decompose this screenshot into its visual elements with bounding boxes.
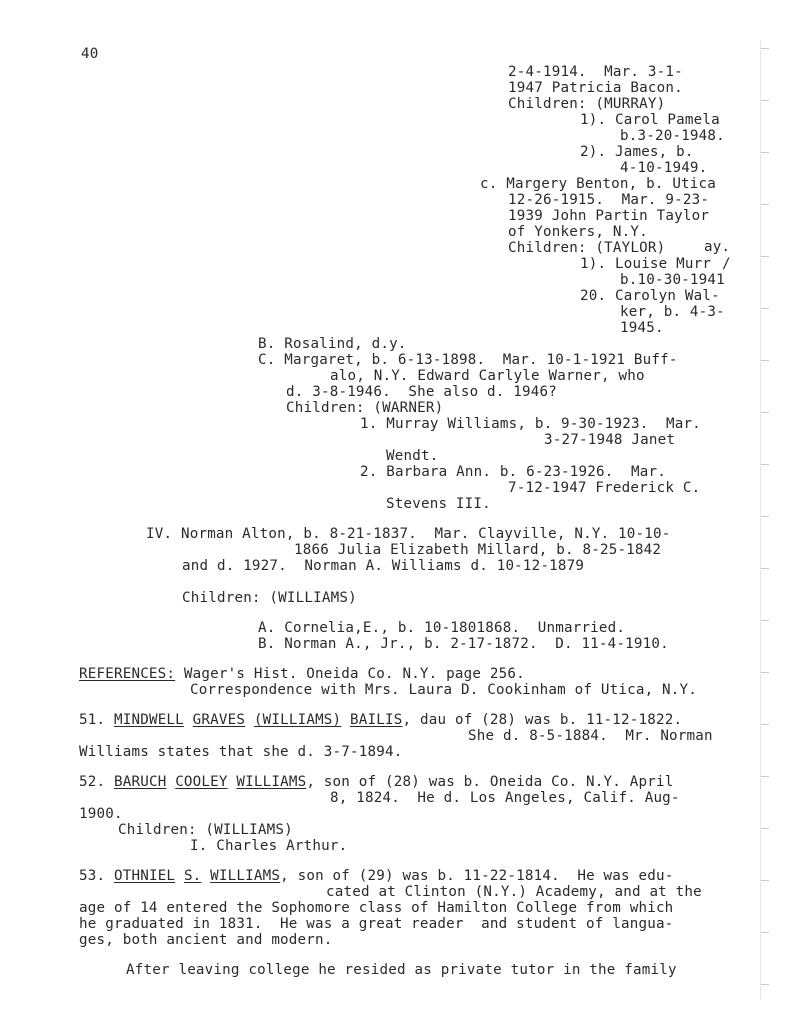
edge-tick: [761, 828, 769, 829]
entry-name-part: COOLEY: [175, 774, 228, 790]
edge-tick: [761, 932, 769, 933]
entry-text: he graduated in 1831. He was a great reader and student of langua-: [79, 916, 674, 932]
child-entry: 1). Carol Pamela: [580, 112, 720, 128]
edge-tick: [761, 464, 769, 465]
entry-text: age of 14 entered the Sophomore class of Hamilton College from which: [79, 900, 674, 916]
child-entry: ker, b. 4-3-: [620, 304, 725, 320]
child-entry: 2. Barbara Ann. b. 6-23-1926. Mar.: [360, 464, 666, 480]
entry-text: 8, 1824. He d. Los Angeles, Calif. Aug-: [330, 790, 680, 806]
text-line: 1866 Julia Elizabeth Millard, b. 8-25-1842: [294, 542, 662, 558]
page-edge: [760, 40, 761, 1000]
child-entry: b.10-30-1941: [620, 272, 725, 288]
children-heading: Children: (TAYLOR): [508, 240, 666, 256]
edge-tick: [761, 516, 769, 517]
entry-name-part: WILLIAMS: [210, 868, 281, 884]
entry-text: , dau of (28) was b. 11-12-1822.: [402, 712, 683, 728]
child-entry: 4-10-1949.: [620, 160, 708, 176]
entry-number: 53.: [79, 868, 106, 884]
text-line: of Yonkers, N.Y.: [508, 224, 648, 240]
child-entry: A. Cornelia,E., b. 10-1801868. Unmarried.: [258, 620, 626, 636]
entry-text: She d. 8-5-1884. Mr. Norman: [468, 728, 713, 744]
entry-name-part: BAILIS: [350, 712, 403, 728]
edge-tick: [761, 152, 769, 153]
references-label: REFERENCES:: [79, 666, 176, 682]
child-entry: 20. Carolyn Wal-: [580, 288, 720, 304]
children-heading: Children: (WILLIAMS): [182, 590, 357, 606]
entry-name-part: S.: [183, 868, 202, 884]
text-line: d. 3-8-1946. She also d. 1946?: [286, 384, 557, 400]
child-entry: I. Charles Arthur.: [190, 838, 348, 854]
edge-tick: [761, 48, 769, 49]
edge-tick: [761, 308, 769, 309]
margin-note: ay.: [704, 239, 731, 255]
child-entry: 1). Louise Murr: [580, 256, 712, 272]
text-line: and d. 1927. Norman A. Williams d. 10-12-1879: [182, 558, 585, 574]
text-line: IV. Norman Alton, b. 8-21-1837. Mar. Clayville, N.Y. 10-10-: [146, 526, 671, 542]
text-line: C. Margaret, b. 6-13-1898. Mar. 10-1-1921 Buff-: [258, 352, 678, 368]
child-entry: 1. Murray Williams, b. 9-30-1923. Mar.: [360, 416, 701, 432]
edge-tick: [761, 100, 769, 101]
text-line: 1947 Patricia Bacon.: [508, 80, 683, 96]
children-heading: Children: (WARNER): [286, 400, 444, 416]
entry-52-heading: [79, 774, 673, 790]
text-line: alo, N.Y. Edward Carlyle Warner, who: [330, 368, 645, 384]
entry-name-part: WILLIAMS: [236, 774, 307, 790]
edge-tick: [761, 776, 769, 777]
edge-tick: [761, 568, 769, 569]
entry-text: cated at Clinton (N.Y.) Academy, and at the: [326, 884, 702, 900]
entry-53-heading: [79, 868, 673, 884]
entry-number: 52.: [79, 774, 106, 790]
edge-tick: [761, 360, 769, 361]
entry-name-part: BARUCH: [113, 774, 167, 790]
child-entry: 1945.: [620, 320, 664, 336]
edge-tick: [761, 984, 769, 985]
text-line: B. Rosalind, d.y.: [258, 336, 407, 352]
child-entry: B. Norman A., Jr., b. 2-17-1872. D. 11-4-1910.: [258, 636, 669, 652]
entry-text: Williams states that she d. 3-7-1894.: [79, 744, 403, 760]
handwritten-mark: /: [722, 256, 731, 272]
edge-tick: [761, 256, 769, 257]
entry-number: 51.: [79, 712, 106, 728]
entry-text: ges, both ancient and modern.: [79, 932, 333, 948]
reference-entry: Wager's Hist. Oneida Co. N.Y. page 256.: [175, 666, 525, 682]
entry-name-part: MINDWELL: [113, 712, 184, 728]
edge-tick: [761, 880, 769, 881]
text-line: c. Margery Benton, b. Utica: [480, 176, 717, 192]
entry-51-heading: [79, 712, 682, 728]
text-line: 2-4-1914. Mar. 3-1-: [508, 64, 683, 80]
child-entry: 7-12-1947 Frederick C.: [508, 480, 701, 496]
child-entry: 3-27-1948 Janet: [544, 432, 676, 448]
child-entry: Wendt.: [386, 448, 439, 464]
edge-tick: [761, 724, 769, 725]
entry-name-part: (WILLIAMS): [253, 712, 342, 728]
text-line: 1939 John Partin Taylor: [508, 208, 710, 224]
child-entry: b.3-20-1948.: [620, 128, 725, 144]
entry-text: After leaving college he resided as private tutor in the family: [126, 962, 677, 978]
edge-tick: [761, 412, 769, 413]
text-line: 12-26-1915. Mar. 9-23-: [508, 192, 710, 208]
child-entry: 2). James, b.: [580, 144, 694, 160]
child-entry: Stevens III.: [386, 496, 491, 512]
edge-tick: [761, 204, 769, 205]
entry-name-part: GRAVES: [192, 712, 246, 728]
entry-text: 1900.: [79, 806, 123, 822]
entry-text: , son of (29) was b. 11-22-1814. He was edu-: [280, 868, 674, 884]
edge-tick: [761, 620, 769, 621]
references-line: [79, 666, 525, 682]
entry-text: , son of (28) was b. Oneida Co. N.Y. April: [306, 774, 674, 790]
entry-name-part: OTHNIEL: [113, 868, 176, 884]
children-heading: Children: (WILLIAMS): [118, 822, 293, 838]
children-heading: Children: (MURRAY): [508, 96, 666, 112]
edge-tick: [761, 672, 769, 673]
reference-entry: Correspondence with Mrs. Laura D. Cookinham of Utica, N.Y.: [190, 682, 698, 698]
page-number: 40: [81, 46, 99, 62]
